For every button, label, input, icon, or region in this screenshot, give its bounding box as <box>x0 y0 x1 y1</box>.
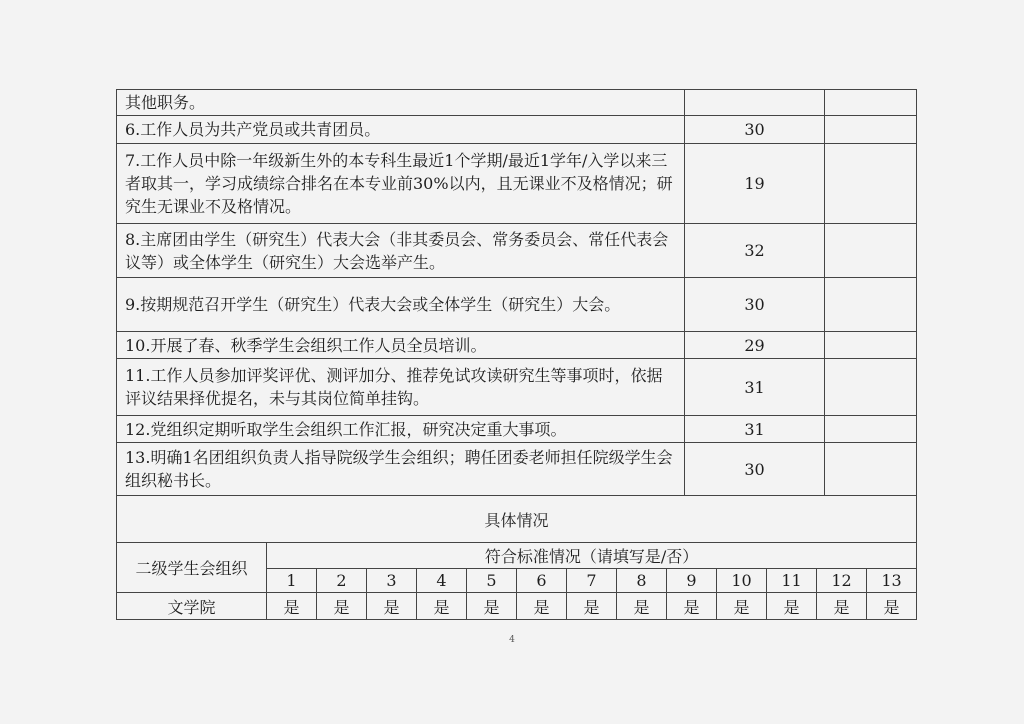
compliance-answer: 是 <box>617 593 667 620</box>
blank-cell <box>825 144 917 224</box>
blank-cell <box>825 332 917 359</box>
table-row <box>117 416 917 443</box>
compliance-answer: 是 <box>867 593 917 620</box>
compliance-answer: 是 <box>767 593 817 620</box>
table-row <box>117 332 917 359</box>
criterion-score <box>685 90 825 116</box>
criterion-number: 4 <box>417 569 467 593</box>
criterion-text: 其他职务。 <box>117 90 685 116</box>
table-row <box>117 359 917 416</box>
table-row <box>117 116 917 144</box>
criterion-text: 13.明确1名团组织负责人指导院级学生会组织；聘任团委老师担任院级学生会组织秘书长。 <box>117 443 685 496</box>
criterion-text: 11.工作人员参加评奖评优、测评加分、推荐免试攻读研究生等事项时，依据评议结果择优提名，未与其岗位简单挂钩。 <box>117 359 685 416</box>
criterion-number: 7 <box>567 569 617 593</box>
compliance-answer: 是 <box>717 593 767 620</box>
criterion-text: 12.党组织定期听取学生会组织工作汇报，研究决定重大事项。 <box>117 416 685 443</box>
blank-cell <box>825 224 917 278</box>
detail-title-row <box>117 496 917 543</box>
criterion-number: 12 <box>817 569 867 593</box>
criterion-score: 32 <box>685 224 825 278</box>
compliance-answer: 是 <box>667 593 717 620</box>
table-row <box>117 144 917 224</box>
detail-title: 具体情况 <box>117 496 917 543</box>
compliance-answer: 是 <box>417 593 467 620</box>
criterion-score: 30 <box>685 116 825 144</box>
org-header: 二级学生会组织 <box>117 543 267 593</box>
table-row <box>117 278 917 332</box>
criterion-score: 31 <box>685 416 825 443</box>
blank-cell <box>825 278 917 332</box>
compliance-answer: 是 <box>317 593 367 620</box>
criterion-number: 13 <box>867 569 917 593</box>
criterion-number: 3 <box>367 569 417 593</box>
criterion-number: 5 <box>467 569 517 593</box>
blank-cell <box>825 90 917 116</box>
criterion-number: 6 <box>517 569 567 593</box>
compliance-answer: 是 <box>367 593 417 620</box>
table-row <box>117 224 917 278</box>
org-name: 文学院 <box>117 593 267 620</box>
criterion-score: 30 <box>685 443 825 496</box>
criterion-text: 6.工作人员为共产党员或共青团员。 <box>117 116 685 144</box>
criterion-number: 9 <box>667 569 717 593</box>
compliance-answer: 是 <box>267 593 317 620</box>
blank-cell <box>825 359 917 416</box>
blank-cell <box>825 416 917 443</box>
compliance-header: 符合标准情况（请填写是/否） <box>267 543 917 569</box>
criterion-number: 2 <box>317 569 367 593</box>
blank-cell <box>825 116 917 144</box>
compliance-answer: 是 <box>467 593 517 620</box>
criterion-number: 8 <box>617 569 667 593</box>
org-answer-row <box>117 593 917 620</box>
criterion-text: 10.开展了春、秋季学生会组织工作人员全员培训。 <box>117 332 685 359</box>
detail-table <box>116 495 917 620</box>
criterion-text: 7.工作人员中除一年级新生外的本专科生最近1个学期/最近1学年/入学以来三者取其一，学习成绩综合排名在本专业前30%以内，且无课业不及格情况；研究生无课业不及格情况。 <box>117 144 685 224</box>
criterion-text: 9.按期规范召开学生（研究生）代表大会或全体学生（研究生）大会。 <box>117 278 685 332</box>
compliance-answer: 是 <box>817 593 867 620</box>
criterion-score: 29 <box>685 332 825 359</box>
compliance-answer: 是 <box>517 593 567 620</box>
table-row <box>117 443 917 496</box>
criterion-score: 19 <box>685 144 825 224</box>
criterion-text: 8.主席团由学生（研究生）代表大会（非其委员会、常务委员会、常任代表会议等）或全体学生（研究生）大会选举产生。 <box>117 224 685 278</box>
blank-cell <box>825 443 917 496</box>
criterion-number: 11 <box>767 569 817 593</box>
criterion-score: 30 <box>685 278 825 332</box>
criterion-number: 10 <box>717 569 767 593</box>
criteria-body <box>117 90 917 496</box>
criterion-score: 31 <box>685 359 825 416</box>
criterion-number: 1 <box>267 569 317 593</box>
table-row <box>117 90 917 116</box>
compliance-header-row <box>117 543 917 569</box>
compliance-answer: 是 <box>567 593 617 620</box>
page-number: 4 <box>509 635 515 645</box>
criteria-table <box>116 89 917 496</box>
